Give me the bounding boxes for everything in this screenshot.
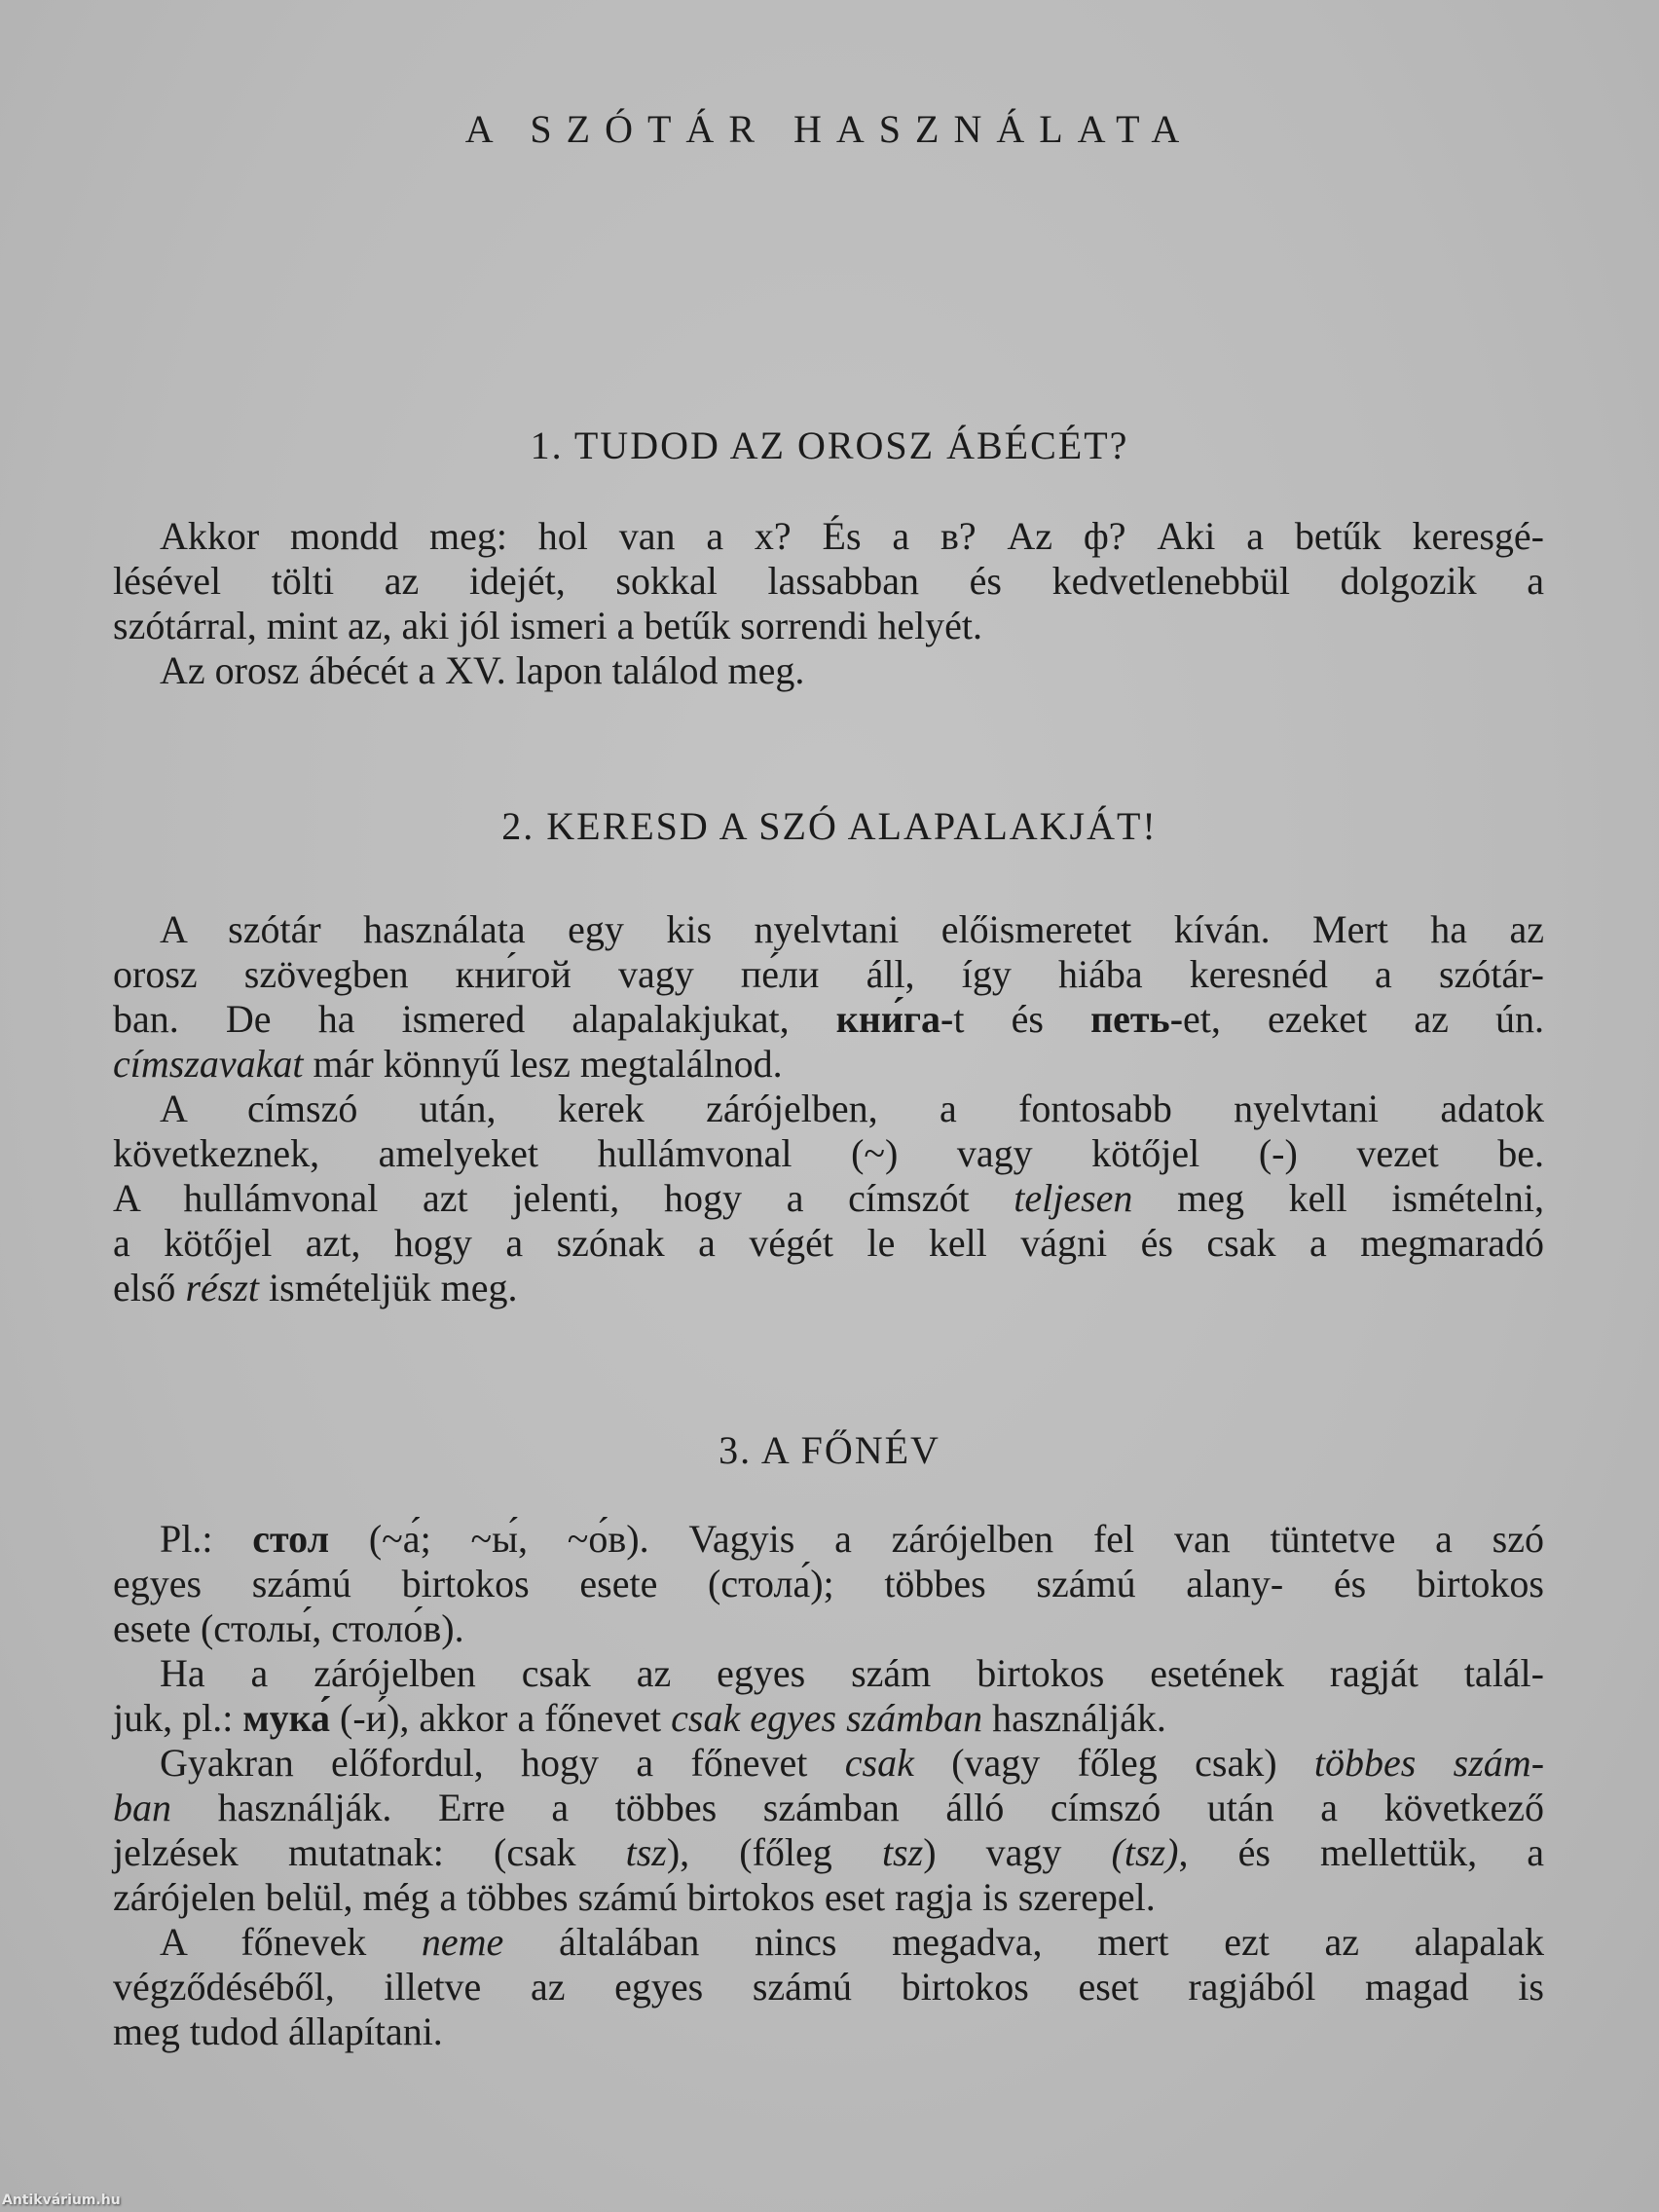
- text-line: [113, 604, 1544, 648]
- text-line: [113, 1176, 1544, 1221]
- text-line: [113, 1786, 1544, 1830]
- text-line: [113, 559, 1544, 604]
- text-line: [113, 1087, 1544, 1131]
- paragraph: [113, 648, 1544, 693]
- text-run: használják. Erre a többes számban álló címszó után a következő: [171, 1786, 1544, 1829]
- section-heading-1: 1. TUDOD AZ OROSZ ÁBÉCÉT?: [530, 424, 1129, 467]
- paragraph: [113, 1920, 1544, 2054]
- italic-text: csak egyes számban: [671, 1696, 983, 1740]
- text-line: [113, 1965, 1544, 2009]
- text-run: A főnevek: [160, 1920, 422, 1964]
- text-run: A címszó után, kerek zárójelben, a fontosabb nyelvtani adatok: [160, 1087, 1544, 1130]
- bold-headword: мука́: [242, 1696, 331, 1740]
- text-run: A hullámvonal azt jelenti, hogy a címszót: [113, 1176, 1014, 1220]
- text-run: következnek, amelyeket hullámvonal (~) vagy kötőjel (-) vezet be.: [113, 1131, 1544, 1175]
- text-line: [113, 1517, 1544, 1562]
- paragraph: [113, 1741, 1544, 1920]
- paragraph: [113, 1087, 1544, 1310]
- text-run: első: [113, 1266, 186, 1309]
- text-run: már könnyű lesz megtalálnod.: [303, 1042, 783, 1086]
- text-run: esete (столы́, столо́в).: [113, 1606, 464, 1650]
- text-line: [113, 1741, 1544, 1786]
- text-run: orosz szövegben кни́гой vagy пе́ли áll, így hiába keresnéd a szótár-: [113, 952, 1544, 996]
- text-run: zárójelen belül, még a többes számú birtokos eset ragja is szerepel.: [113, 1875, 1156, 1919]
- text-run: et, ezeket az ún.: [1183, 997, 1544, 1041]
- text-run: (-и́), akkor a főnevet: [330, 1696, 672, 1740]
- paragraph: [113, 514, 1544, 648]
- watermark-logo: Antikvárium.hu: [2, 2193, 121, 2208]
- text-line: [113, 1696, 1544, 1741]
- text-run: juk, pl.:: [113, 1696, 243, 1740]
- text-run: ismételjük meg.: [259, 1266, 518, 1309]
- text-line: [113, 1920, 1544, 1965]
- text-run: általában nincs megadva, mert ezt az alapalak: [503, 1920, 1544, 1964]
- text-line: [113, 1830, 1544, 1875]
- text-line: [113, 1042, 1544, 1087]
- text-line: [113, 952, 1544, 997]
- paragraph: [113, 1517, 1544, 1651]
- text-line: [113, 648, 1544, 693]
- text-run: Ha a zárójelben csak az egyes szám birtokos esetének ragját talál-: [160, 1651, 1544, 1695]
- text-run: Gyakran előfordul, hogy a főnevet: [160, 1741, 845, 1785]
- text-line: [113, 1266, 1544, 1310]
- text-line: [113, 1562, 1544, 1606]
- text-run: használják.: [982, 1696, 1166, 1740]
- text-run: ) vagy: [923, 1830, 1112, 1874]
- text-line: [113, 1875, 1544, 1920]
- text-run: lésével tölti az idejét, sokkal lassabban és kedvetlenebbül dolgozik a: [113, 559, 1544, 603]
- text-run: , és mellettük, a: [1178, 1830, 1544, 1874]
- text-run: Az orosz ábécét a XV. lapon találod meg.: [160, 648, 805, 692]
- text-run: (vagy főleg csak): [913, 1741, 1314, 1785]
- bold-headword: петь-: [1090, 997, 1184, 1041]
- italic-text: tsz: [625, 1830, 667, 1874]
- text-line: [113, 514, 1544, 559]
- paragraph: [113, 907, 1544, 1087]
- text-run: (~а́; ~ы́, ~о́в). Vagyis a zárójelben fel van tüntetve a szó: [329, 1517, 1544, 1561]
- bold-headword: кни́га-: [835, 997, 954, 1041]
- section-body-2: [113, 907, 1544, 1310]
- text-run: ), (főleg: [666, 1830, 882, 1874]
- italic-text: részt: [185, 1266, 260, 1309]
- italic-text: címszavakat: [113, 1042, 304, 1086]
- section-body-3: [113, 1517, 1544, 2054]
- text-run: Akkor mondd meg: hol van a х? És a в? Az ф? Aki a betűk keresgé-: [160, 514, 1544, 558]
- text-line: [113, 907, 1544, 952]
- text-line: [113, 1131, 1544, 1176]
- italic-text: tsz: [881, 1830, 924, 1874]
- italic-text: neme: [421, 1920, 504, 1964]
- text-run: egyes számú birtokos esete (стола́); többes számú alany- és birtokos: [113, 1562, 1544, 1605]
- text-run: végződéséből, illetve az egyes számú birtokos eset ragjából magad is: [113, 1965, 1544, 2009]
- text-run: szótárral, mint az, aki jól ismeri a betűk sorrendi helyét.: [113, 604, 983, 647]
- section-heading-3: 3. A FŐNÉV: [719, 1428, 940, 1472]
- section-heading-2: 2. KERESD A SZÓ ALAPALAKJÁT!: [501, 804, 1158, 848]
- text-run: Pl.:: [160, 1517, 253, 1561]
- italic-text: (tsz): [1111, 1830, 1179, 1874]
- text-line: [113, 1606, 1544, 1651]
- text-line: [113, 997, 1544, 1042]
- bold-headword: стол: [252, 1517, 330, 1561]
- text-run: t és: [953, 997, 1091, 1041]
- text-line: [113, 2009, 1544, 2054]
- section-body-1: [113, 514, 1544, 693]
- text-run: meg tudod állapítani.: [113, 2009, 443, 2053]
- text-line: [113, 1651, 1544, 1696]
- italic-text: csak: [844, 1741, 914, 1785]
- text-run: a kötőjel azt, hogy a szónak a végét le kell vágni és csak a megmaradó: [113, 1221, 1544, 1265]
- italic-text: többes szám-: [1313, 1741, 1545, 1785]
- page-title: A SZÓTÁR HASZNÁLATA: [464, 107, 1195, 151]
- text-line: [113, 1221, 1544, 1266]
- text-run: jelzések mutatnak: (csak: [113, 1830, 626, 1874]
- paragraph: [113, 1651, 1544, 1741]
- italic-text: teljesen: [1014, 1176, 1133, 1220]
- italic-text: ban: [113, 1786, 171, 1829]
- text-run: meg kell ismételni,: [1132, 1176, 1544, 1220]
- text-run: A szótár használata egy kis nyelvtani előismeretet kíván. Mert ha az: [160, 907, 1544, 951]
- text-run: ban. De ha ismered alapalakjukat,: [113, 997, 836, 1041]
